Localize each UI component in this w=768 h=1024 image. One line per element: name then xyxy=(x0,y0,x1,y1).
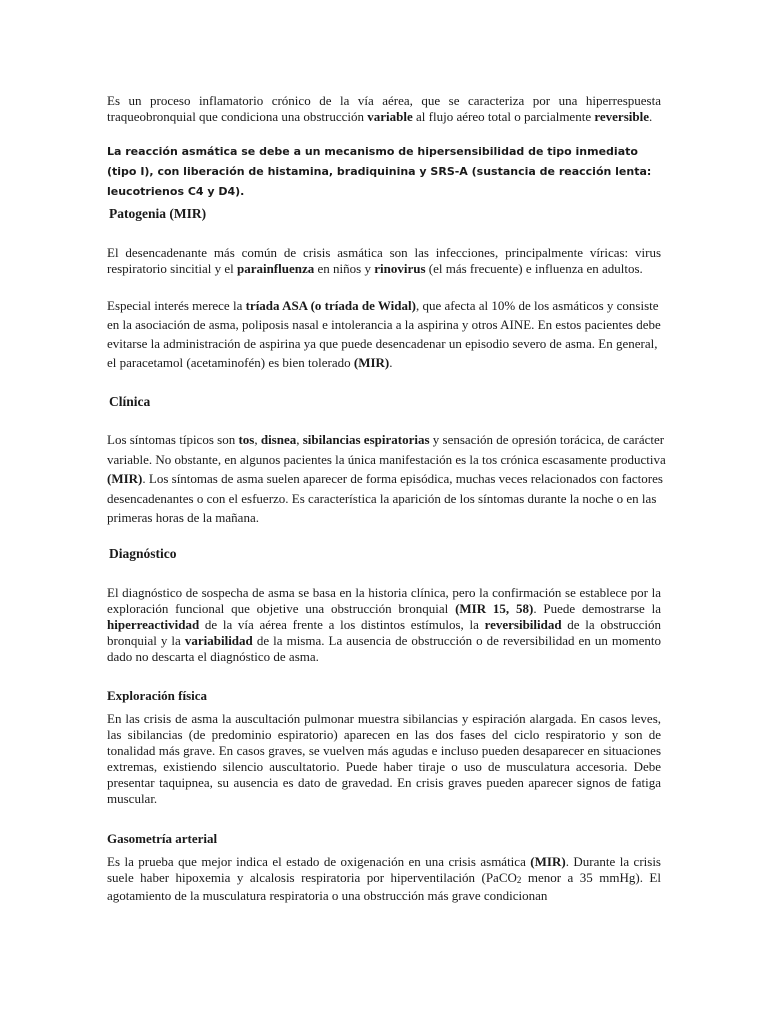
gasometria-paragraph: Es la prueba que mejor indica el estado de oxigenación en una crisis asmática (MIR). Durante la crisis suele haber hipoxemia y alcalosis respiratoria por hiperventilación (PaCO$_2$ menor a 35 mmHg). El agotamiento de la musculatura respiratoria o una obstrucción más grave condicionan xyxy=(107,854,661,903)
heading-diagnostico: Diagnóstico xyxy=(109,546,177,561)
diagnostico-paragraph: El diagnóstico de sospecha de asma se basa en la historia clínica, pero la confirmación se establece por la exploración funcional que objetive una obstrucción bronquial (MIR 15, 58). Puede demostrarse la hiperreactividad de la vía aérea frente a los distintos estímulos, la reversibilidad de la obstrucción bronquial y la variabilidad de la misma. La ausencia de obstrucción o de reversibilidad en un momento dado no descarta el diagnóstico de asma. xyxy=(107,585,661,664)
heading-gasometria-arterial: Gasometría arterial xyxy=(107,831,218,846)
patogenia-paragraph: El desencadenante más común de crisis asmática son las infecciones, principalmente víricas: virus respiratorio sincitial y el parainfluenza en niños y rinovirus (el más frecuente) e influenza en adultos. xyxy=(107,245,661,276)
heading-clinica: Clínica xyxy=(109,394,151,409)
intro-hypersensitivity-paragraph: La reacción asmática se debe a un mecanismo de hipersensibilidad de tipo inmediato (tipo I), con liberación de histamina, bradiquinina y SRS-A (sustancia de reacción lenta: leucotrienos C4 y D4). xyxy=(107,145,652,198)
exploracion-paragraph: En las crisis de asma la auscultación pulmonar muestra sibilancias y espiración alargada. En casos leves, las sibilancias (de predominio espiratorio) aparecen en las dos fases del ciclo respiratorio y son de tonalidad más grave. En casos graves, se vuelven más agudas e incluso pueden desaparecer en situaciones extremas, existiendo silencio auscultatorio. Puede haber tiraje o uso de musculatura accesoria. Debe presentar taquipnea, su ausencia es dato de gravedad. En crisis graves pueden aparecer signos de fatiga muscular. xyxy=(107,711,661,806)
intro-paragraph: Es un proceso inflamatorio crónico de la vía aérea, que se caracteriza por una hiperrespuesta traqueobronquial que condiciona una obstrucción variable al flujo aéreo total o parcialmente reversible. xyxy=(107,93,661,124)
heading-patogenia: Patogenia (MIR) xyxy=(109,206,207,221)
heading-exploracion-fisica: Exploración física xyxy=(107,688,208,703)
triada-paragraph: Especial interés merece la tríada ASA (o tríada de Widal), que afecta al 10% de los asmáticos y consiste en la asociación de asma, poliposis nasal e intolerancia a la aspirina y otros AINE. En estos pacientes debe evitarse la administración de aspirina ya que puede desencadenar un episodio severo de asma. En general, el paracetamol (acetaminofén) es bien tolerado (MIR). xyxy=(107,298,661,370)
clinica-paragraph: Los síntomas típicos son tos, disnea, sibilancias espiratorias y sensación de opresión torácica, de carácter variable. No obstante, en algunos pacientes la única manifestación es la tos crónica escasamente productiva (MIR). Los síntomas de asma suelen aparecer de forma episódica, muchas veces relacionados con factores desencadenantes o con el esfuerzo. Es característica la aparición de los síntomas durante la noche o en las primeras horas de la mañana. xyxy=(107,432,666,525)
